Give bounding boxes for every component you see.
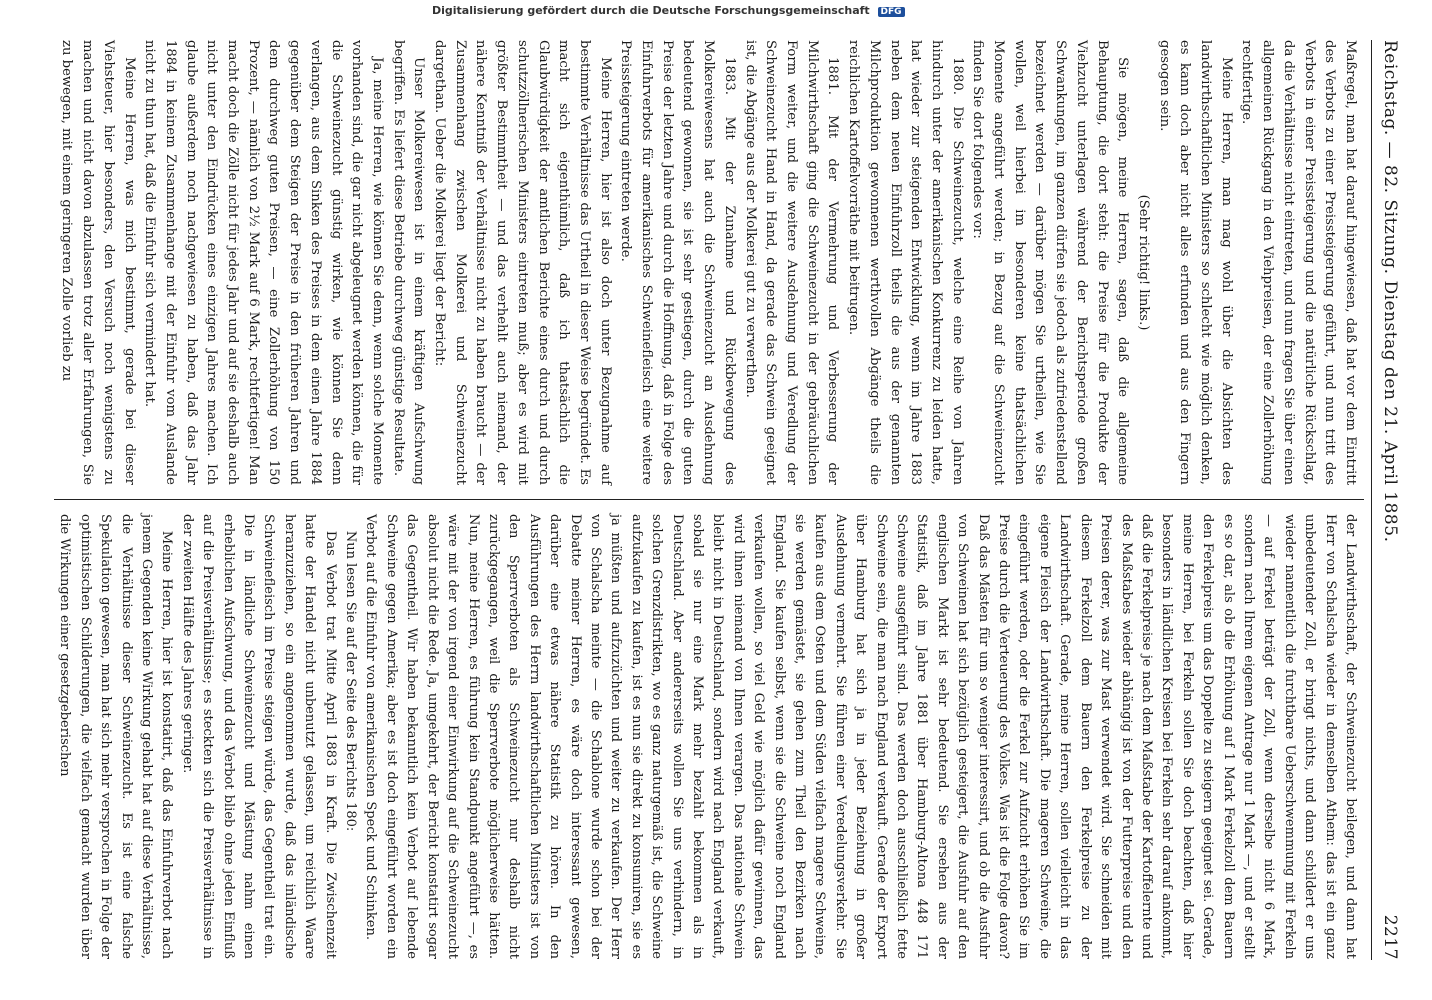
paragraph: Meine Herren, man mag wohl über die Absichten des landwirthschaftlichen Ministers so schlecht wie möglich denken, es kann doch aber nicht alles erfunden und aus den Fingern gesogen sein. bbox=[1156, 40, 1234, 485]
dfg-logo: DFG bbox=[878, 7, 905, 17]
paragraph: 1881. Mit der Vermehrung und Verbesserung der Milchwirthschaft ging die Schweinezucht in der gebräuchlichen Form weiter, und die weitere Ausdehnung und Veredlung der Schweinezucht Hand in Hand, da gerade das Schwein geeignet ist, die Abgänge aus der Molkerei gut zu verwerthen. bbox=[742, 40, 841, 485]
paragraph: Maßregel, man hat darauf hingewiesen, daß hat vor dem Eintritt des Verbots zu einer Preissteigerung geführt, und nun tritt des Verbots in einer Preissteigerung und die natürliche Rückschlag, da die Verhältnisse nicht eintreten, und nun fragen Sie über einen allgemeinen Rückgang in den Viehpreisen, der eine Zollerhöhung rechtfertige. bbox=[1239, 40, 1358, 485]
digitization-credit bbox=[432, 4, 902, 26]
page-header bbox=[1374, 40, 1404, 960]
credit-text: Digitalisierung gefördert durch die Deutsche Forschungsgemeinschaft bbox=[432, 4, 870, 17]
header-title: Reichstag. — 82. Sitzung. Dienstag den 21. April 1885. bbox=[1380, 40, 1400, 543]
paragraph: Meine Herren, was mich bestimmt, gerade bei dieser Viehsteuer, hier besonders, den Versuch noch wenigstens zu machen und nicht davon abzulassen trotz aller Erfahrungen, Sie zu bewegen, mit einem geringeren Zolle vorlieb zu bbox=[59, 40, 137, 485]
paragraph: 1880. Die Schweinezucht, welche eine Reihe von Jahren hindurch unter der amerikanischen Konkurrenz zu leiden hatte, hat wieder zur steigenden Entwicklung, wenn im Jahre 1883 neben dem neuen Einfuhrzoll theils die aus der genannten Milchproduktion gewonnenen werthvollen Abgänge theils die reichlichen Kartoffelvorräthe mit beitrugen. bbox=[846, 40, 965, 485]
paragraph: Das Verbot trat Mitte April 1883 in Kraft. Die Zwischenzeit hatte der Handel nicht unbenutzt gelassen, um reichlich Waare heranzuziehen, so ein angenommen wurde, daß das inländische Schweinefleisch im Preise steigen würde, das Gegentheil trat ein. Die in ländliche Schweinezucht und Mästung nahm einen erheblichen Aufschwung, und das Verbot blieb ohne jeden Einfluß auf die Preisverhältnisse; es steckten sich die Preisverhältnisse in der zweiten Hälfte des Jahres geringer. bbox=[179, 514, 338, 959]
header-rule bbox=[1371, 40, 1372, 960]
text-column-left bbox=[56, 40, 1360, 485]
paragraph: 1883. Mit der Zunahme und Rückbewegung des Molkereiwesens hat auch die Schweinezucht an Ausdehnung bedeutend gewonnen, sie ist sehr gestiegen, durch die guten Preise der letzten Jahre und durch die Hoffnung, daß in Folge des Einfuhrverbots für amerikanisches Schweinefleisch eine weitere Preissteigerung eintreten werde. bbox=[618, 40, 737, 485]
paragraph: Sie mögen, meine Herren, sagen, daß die allgemeine Behauptung, die dort steht: die Preise für die Produkte der Viehzucht unterlagen während der Berichtsperiode großen Schwankungen, im ganzen dürfen sie jedoch als zufriedenstellend bezeichnet werden — darüber mögen Sie urtheilen, wie Sie wollen, weil hierbei im besonderen keine thatsächlichen Momente angeführt werden; in Bezug auf die Schweinezucht finden Sie dort folgendes vor: bbox=[970, 40, 1131, 485]
paragraph: Meine Herren, hier ist konstatirt, daß das Einfuhrverbot nach jenem Gegenden keine Wirkung gehabt hat auf diese Verhältnisse, die Verhältnisse dieser Schweinezucht. Es ist eine falsche Spekulation gewesen, man hat sich mehr versprochen in Folge der optimistischen Schilderungen, die vielfach gemacht wurden über die Wirkungen einer gesetzgeberischen bbox=[57, 514, 175, 959]
column-divider bbox=[54, 499, 1364, 500]
text-column-right bbox=[54, 514, 1360, 959]
paragraph: Ja, meine Herren, wie können Sie denn, wenn solche Momente vorhanden sind, die gar nicht abgeleugnet werden können, die für die Schweinezucht günstig wirken, wie können Sie denn verlangen, aus dem Sinken des Preises in dem einen Jahre 1884 gegenüber dem Steigen der Preise in den früheren Jahren und dem durchweg guten Preisen, — eine Zollerhöhung von 150 Prozent, — nämlich von 2½ Mark auf 6 Mark, rechtfertigen! Man macht doch die Zölle nicht für jedes Jahr und auf sie deshalb auch nicht unter den Eindrücken eines einzigen Jahres machen. Ich glaube außerdem noch nachgewiesen zu haben, daß das Jahr 1884 in keinem Zusammenhange mit der Einfuhr vom Auslande nicht zu thun hat, daß die Einfuhr sich vermindert hat. bbox=[142, 40, 385, 485]
paragraph: Unser Molkereiwesen ist in einem kräftigen Aufschwung begriffen. Es liefert diese Betriebe durchweg günstige Resultate. bbox=[390, 40, 427, 485]
paragraph: Nun lesen Sie auf der Seite des Berichts 180: bbox=[343, 530, 359, 832]
page-number: 2217 bbox=[1380, 914, 1400, 960]
paragraph: der Landwirthschaft, der Schweinezucht beilegen, und dann hat Herr von Schalscha wieder in demselben Athem: das ist ein ganz unbedeutender Zoll, er bringt nichts, und dann schildert er uns wieder namentlich die furchtbare Ueberschwemmung mit Ferkeln — auf Ferkel beträgt der Zoll, wenn derselbe nicht 6 Mark, sondern nach Ihrem eigenen Antrage nur 1 Mark —, und er stellt es so dar, als ob die Erhöhung auf 1 Mark Ferkelzoll dem Bauern den Ferkelpreis um das Doppelte zu steigern geeignet sei. Gerade, meine Herren, bei Ferkeln sollen Sie doch beachten, daß hier besonders in ländlichen Kreisen bei Ferkeln sehr darauf ankommt, daß die Ferkelpreise je nach dem Maßstabe der Kartoffelernte und des Maßstabes wieder abhängig ist von der Futterpreise und den Preisen derer, was zur Mast verwendet wird. Sie schneiden mit diesem Ferkelzoll dem Bauern den Ferkelpreise zu der Landwirthschaft. Gerade, meine Herren, sollen vielleicht in das eigene Fleisch der Landwirthschaft. Die mageren Schweine, die eingeführt werden, oder die Ferkel zur Aufzucht erhöhen Sie im Preise durch die Verteuerung des Volkes. Was ist die Folge davon? Daß das Mästen für um so weniger interessirt, und ob die Ausfuhr von Schweinen hat sich bezüglich gesteigert, die Ausfuhr auf den englischen Markt ist sehr bedeutend. Sie ersehen aus der Statistik, daß im Jahre 1881 über Hamburg-Altona 448 171 Schweine ausgeführt sind. Das werden doch ausschließlich fette Schweine sein, die man nach England verkauft. Gerade der Export über Hamburg hat sich ja in jeder Beziehung in großer Ausdehnung vermehrt. Sie führen einer Veredelungsverkehr. Sie kaufen aus dem Osten und dem Süden vielfach magere Schweine, sie werden gemästet, sie gehen zum Theil den Bezirken nach England. Sie kaufen selbst, wenn sie die Schweine noch England verkaufen wollen, so viel Geld wie möglich dafür gewinnen, das wird ihnen niemand von Ihnen verargen. Das nationale Schwein bleibt nicht in Deutschland, sondern wird nach England verkauft, sobald sie nur eine Mark mehr bezahlt bekommen als in Deutschland. Aber andererseits wollen Sie uns verhindern, in solchen Grenzdistrikten, wo es ganz naturgemäß ist, die Schweine aufzukaufen zu kaufen, ist es nun sie direkt zu konsumiren, sie es ja müßten und aufzuzüchten und weiter zu verkaufen. Der Herr von Schalscha meinte — die Schablone wurde schon bei der Debatte meiner Herren, es wäre doch interessant gewesen, darüber eine etwas nähere Statistik zu hören. In den Ausführungen des Herrn landwirthschaftlichen Ministers ist von den Sperrverboten als Schweinezucht nur deshalb nicht zurückgegangen, weil die Sperrverbote möglicherweise hätten. Nun, meine Herren, es führung kein Standpunkt angeführt —, es wäre mit der von irgend einer Einwirkung auf die Schweinezucht absolut nicht die Rede. Ja, umgekehrt, der Bericht konstatirt sogar das Gegentheil. Wir haben bekanntlich kein Verbot auf lebende Schweine gegen Amerika; aber es ist doch eingeführt worden ein Verbot auf die Einfuhr von amerikanischen Speck und Schinken. bbox=[363, 514, 1358, 959]
paragraph: (Sehr richtig! links.) bbox=[1135, 194, 1151, 331]
paragraph: Meine Herren, hier ist also doch unter Bezugnahme auf bestimmte Verhältnisse das Urtheil in dieser Weise begründet. Es macht sich eigenthümlich, daß ich thatsächlich die Glaubwürdigkeit der amtlichen Berichte eines durch und durch schutzzöllnerischen Ministers eintreten muß; aber es wird mit größter Bestimmtheit — und das verhehlt auch niemand, der nähere Kenntniß der Verhältnisse nicht zu haben braucht — der Zusammenhang zwischen Molkerei und Schweinezucht dargethan. Ueber die Molkerei liegt der Bericht: bbox=[432, 40, 613, 485]
